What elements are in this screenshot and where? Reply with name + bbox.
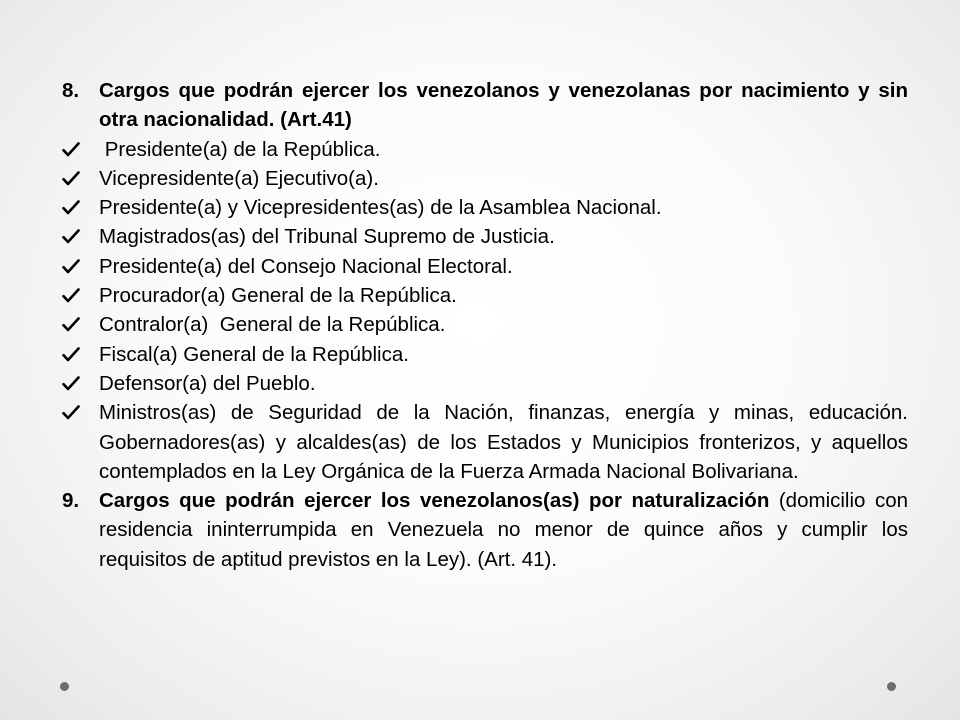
section-8-heading xyxy=(62,76,908,135)
section-8-list xyxy=(62,135,908,487)
list-item-text: Contralor(a) General de la República. xyxy=(99,313,446,337)
dot-icon xyxy=(887,682,896,691)
dot-icon xyxy=(60,682,69,691)
list-item xyxy=(62,369,908,398)
list-item-text: Vicepresidente(a) Ejecutivo(a). xyxy=(99,166,379,190)
checkmark-icon xyxy=(62,142,80,157)
list-item xyxy=(62,193,908,222)
checkmark-icon xyxy=(62,288,80,303)
list-item xyxy=(62,281,908,310)
list-item-text: Magistrados(as) del Tribunal Supremo de Justicia. xyxy=(99,225,555,249)
checkmark-icon xyxy=(62,317,80,332)
section-9-number: 9. xyxy=(62,489,80,513)
slide-content xyxy=(62,76,908,574)
list-item xyxy=(62,222,908,251)
section-8-heading-text: Cargos que podrán ejercer los venezolanos y venezolanas por nacimiento y sin otra nacionalidad. (Art.41) xyxy=(99,79,908,132)
section-9-description: (domicilio con residencia ininterrumpida en Venezuela no menor de quince años y cumplir los requisitos de aptitud previstos en la Ley). (Art. 41). xyxy=(99,489,908,571)
list-item-text: Fiscal(a) General de la República. xyxy=(99,342,409,366)
list-item xyxy=(62,252,908,281)
section-9-heading-text: Cargos que podrán ejercer los venezolanos(as) por naturalización xyxy=(99,489,770,513)
section-8-number: 8. xyxy=(62,79,80,102)
list-item xyxy=(62,135,908,164)
list-item-text: Defensor(a) del Pueblo. xyxy=(99,371,316,395)
list-item xyxy=(62,340,908,369)
checkmark-icon xyxy=(62,405,80,420)
list-item-text: Presidente(a) del Consejo Nacional Electoral. xyxy=(99,254,513,278)
list-item-text: Ministros(as) de Seguridad de la Nación, finanzas, energía y minas, educación. Gobernadores(as) y alcaldes(as) de los Estados y Municipios fronterizos, y aquellos contemplados en la Ley Orgánica de la Fuerza Armada Nacional Bolivariana. xyxy=(99,401,908,483)
list-item-text: Presidente(a) y Vicepresidentes(as) de la Asamblea Nacional. xyxy=(99,196,662,220)
list-item xyxy=(62,310,908,339)
list-item xyxy=(62,164,908,193)
checkmark-icon xyxy=(62,376,80,391)
checkmark-icon xyxy=(62,259,80,274)
list-item-text: Presidente(a) de la República. xyxy=(99,137,381,161)
checkmark-icon xyxy=(62,347,80,362)
section-9 xyxy=(62,486,908,574)
checkmark-icon xyxy=(62,171,80,186)
list-item-text: Procurador(a) General de la República. xyxy=(99,284,457,308)
checkmark-icon xyxy=(62,200,80,215)
list-item xyxy=(62,398,908,486)
checkmark-icon xyxy=(62,229,80,244)
